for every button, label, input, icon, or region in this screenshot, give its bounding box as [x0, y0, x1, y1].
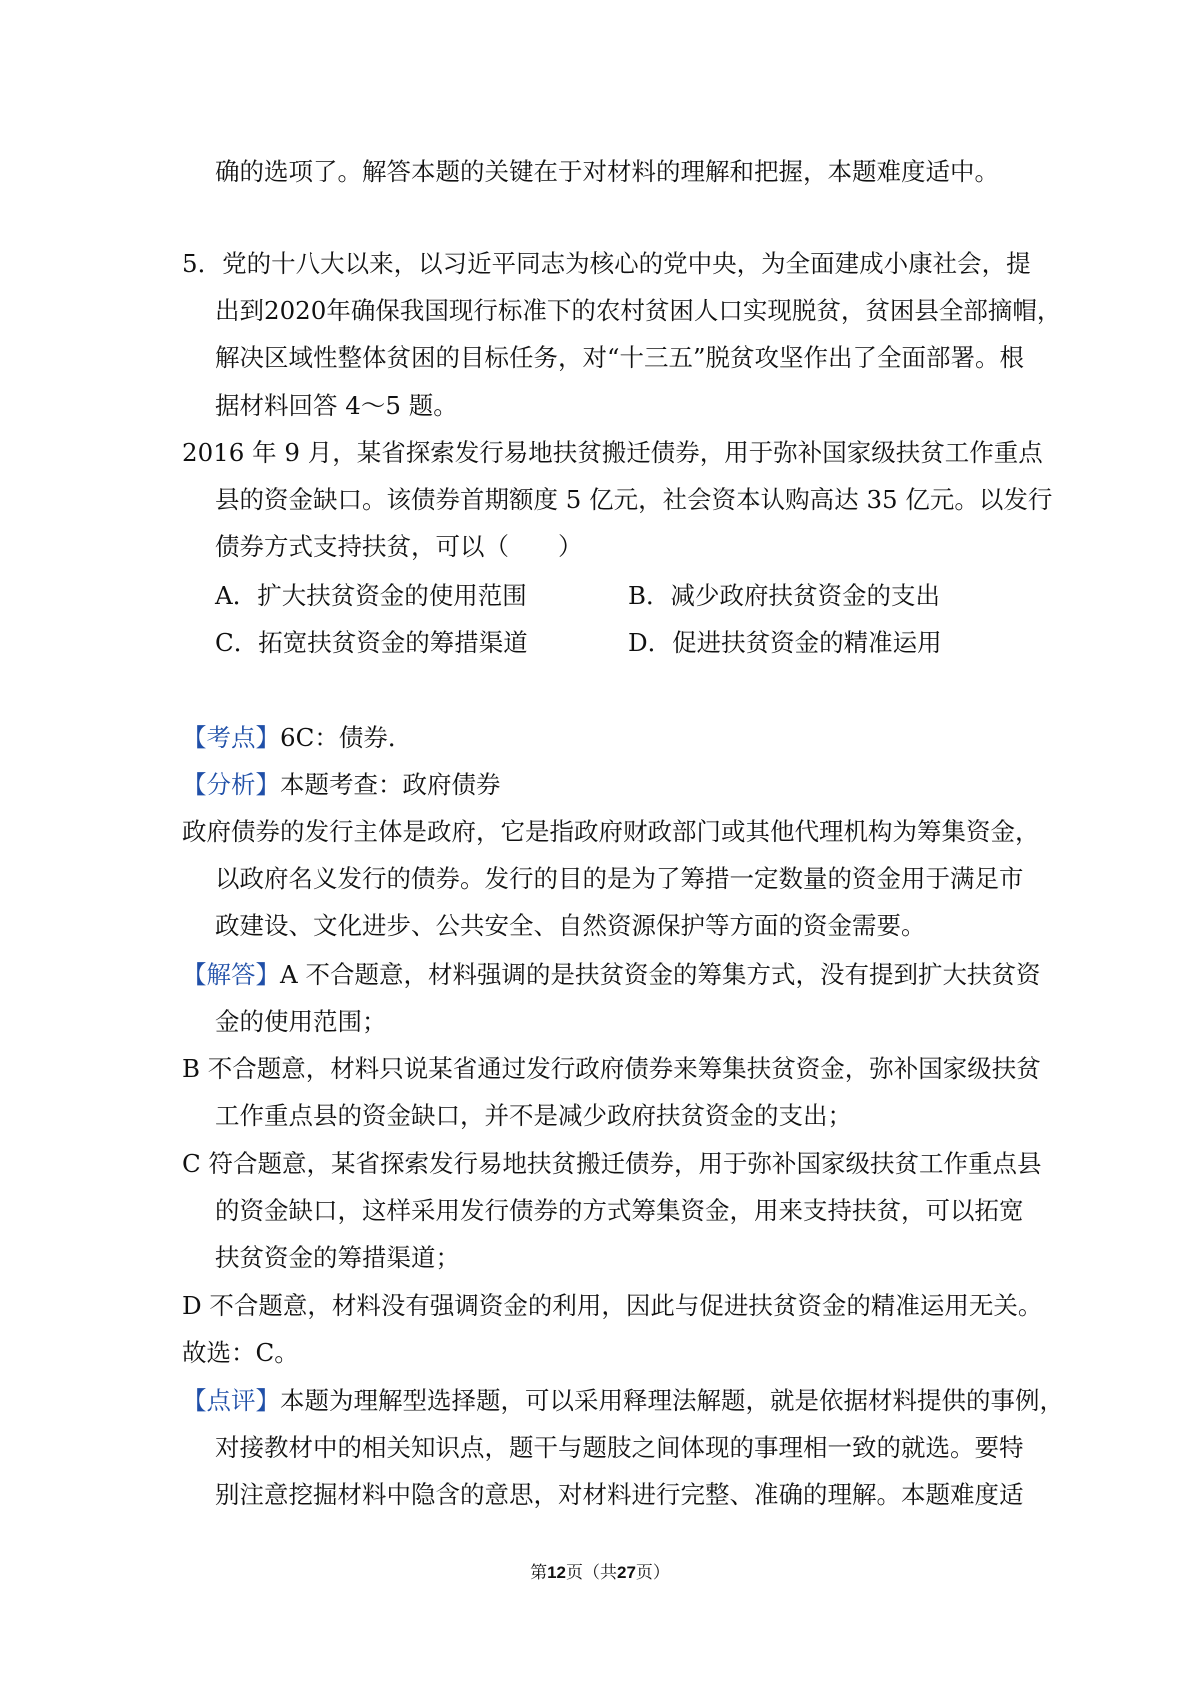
question-stem-line-2: 出到2020年确保我国现行标准下的农村贫困人口实现脱贫，贫困县全部摘帽， [215, 296, 1062, 325]
fenxi-line [182, 770, 501, 800]
page-footer [0, 1562, 1200, 1584]
option-c: C．拓宽扶贫资金的筹措渠道 [215, 628, 528, 657]
jieda-b-line-2: 工作重点县的资金缺口，并不是减少政府扶贫资金的支出； [215, 1101, 852, 1130]
jieda-c-line-2: 的资金缺口，这样采用发行债券的方式筹集资金，用来支持扶贫，可以拓宽 [215, 1196, 1024, 1225]
dianping-body-line-3: 别注意挖掘材料中隐含的意思，对材料进行完整、准确的理解。本题难度适 [215, 1480, 1024, 1509]
footer-middle: 页（共 [566, 1563, 617, 1583]
jieda-c-line-1: C 符合题意，某省探索发行易地扶贫搬迁债券，用于弥补国家级扶贫工作重点县 [182, 1149, 1042, 1178]
jieda-d-line-1: D 不合题意，材料没有强调资金的利用，因此与促进扶贫资金的精准运用无关。 [182, 1291, 1043, 1320]
jieda-b-line-1: B 不合题意，材料只说某省通过发行政府债券来筹集扶贫资金，弥补国家级扶贫 [182, 1054, 1041, 1083]
dianping-tag: 【点评】 [182, 1386, 280, 1415]
material-line-3: 债券方式支持扶贫，可以（ ） [215, 532, 583, 561]
footer-total-pages: 27 [617, 1563, 636, 1582]
jieda-a-line-1: A 不合题意，材料强调的是扶贫资金的筹集方式，没有提到扩大扶贫资 [280, 960, 1041, 989]
jieda-a-line-2: 金的使用范围； [215, 1007, 387, 1036]
jieda-tag: 【解答】 [182, 960, 280, 989]
jieda-line [182, 960, 1040, 990]
fenxi-tag: 【分析】 [182, 770, 280, 799]
jieda-answer: 故选：C。 [182, 1338, 299, 1367]
option-a: A．扩大扶贫资金的使用范围 [215, 581, 527, 610]
fenxi-body-line-2: 以政府名义发行的债券。发行的目的是为了筹措一定数量的资金用于满足市 [215, 864, 1024, 893]
fenxi-body-line-1: 政府债券的发行主体是政府，它是指政府财政部门或其他代理机构为筹集资金， [182, 817, 1040, 846]
question-stem-line-3: 解决区域性整体贫困的目标任务，对“十三五”脱贫攻坚作出了全面部署。根 [215, 343, 1025, 372]
option-d: D．促进扶贫资金的精准运用 [628, 628, 942, 657]
kaodian-line [182, 723, 412, 753]
dianping-line [182, 1386, 1064, 1416]
kaodian-tag: 【考点】 [182, 723, 280, 752]
question-stem-line-4: 据材料回答 4～5 题。 [215, 391, 458, 420]
footer-page-number: 12 [547, 1563, 566, 1582]
footer-prefix: 第 [530, 1563, 548, 1583]
kaodian-text: 6C：债券． [280, 723, 413, 752]
material-line-1: 2016 年 9 月，某省探索发行易地扶贫搬迁债券，用于弥补国家级扶贫工作重点 [182, 438, 1043, 467]
question-stem-line-1: 5．党的十八大以来，以习近平同志为核心的党中央，为全面建成小康社会，提 [182, 249, 1031, 278]
option-b: B．减少政府扶贫资金的支出 [628, 581, 941, 610]
fenxi-body-line-3: 政建设、文化进步、公共安全、自然资源保护等方面的资金需要。 [215, 911, 926, 940]
jieda-c-line-3: 扶贫资金的筹措渠道； [215, 1243, 460, 1272]
fenxi-text: 本题考查：政府债券 [280, 770, 501, 799]
material-line-2: 县的资金缺口。该债券首期额度 5 亿元，社会资本认购高达 35 亿元。以发行 [215, 485, 1053, 514]
dianping-body-line-2: 对接教材中的相关知识点，题干与题肢之间体现的事理相一致的就选。要特 [215, 1433, 1024, 1462]
intro-line: 确的选项了。解答本题的关键在于对材料的理解和把握，本题难度适中。 [215, 157, 999, 186]
dianping-body-line-1: 本题为理解型选择题，可以采用释理法解题，就是依据材料提供的事例， [280, 1386, 1064, 1415]
footer-suffix: 页） [635, 1563, 670, 1583]
